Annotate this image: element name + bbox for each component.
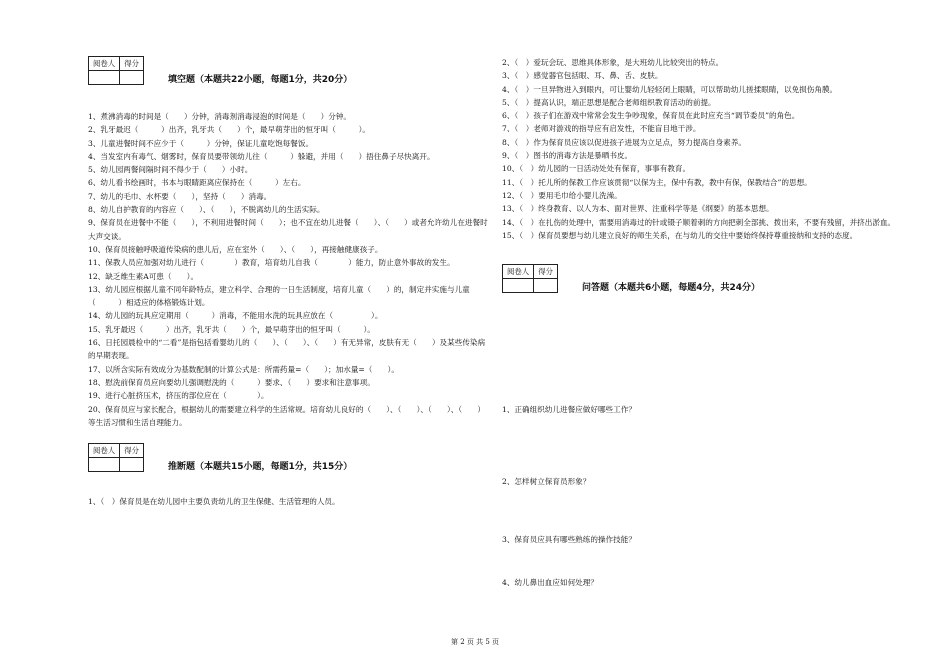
fill-question: 3、儿童进餐时间不应少于（ ）分钟，保证儿童吃饱每餐饭。: [88, 138, 314, 148]
qa-section-title: 问答题（本题共6小题，每题4分，共24分）: [582, 283, 761, 294]
fill-question: 12、缺乏维生素A可患（ ）。: [88, 271, 199, 281]
fill-question: 9、保育员在进餐中不能（ ），不利用进餐时间（ ）；也不宜在幼儿进餐（ ）、（ ）或者允许幼儿在进餐时大声交谈。: [88, 218, 488, 241]
right-column: [502, 56, 902, 302]
fill-question: 19、进行心脏挤压术，挤压的部位应在（ ）。: [88, 391, 269, 401]
qa-question: 3、保育员应具有哪些熟练的操作技能？: [502, 535, 636, 544]
judge-question: 15、（ ）保育员要想与幼儿建立良好的师生关系，在与幼儿的交往中要始终保持尊重接纳和支持的态度。: [502, 230, 858, 240]
fill-question: 2、乳牙最迟（ ）出齐，乳牙共（ ）个，最早萌芽出的恒牙叫（ ）。: [88, 125, 370, 135]
qa-question: 2、怎样树立保育员形象？: [502, 477, 591, 486]
fill-question: 16、日托园晨检中的“二看”是指包括看婴幼儿的（ ）、（ ）、（ ）有无异常，皮肤有无（ ）及某些传染病的早期表现。: [88, 338, 486, 361]
qa-question: 4、幼儿鼻出血应如何处理？: [502, 578, 598, 587]
judge-question: 7、（ ）老师对游戏的指导应有启发性，不能盲目地干涉。: [502, 124, 701, 134]
judge-question: 4、（ ）一旦异物进入到眼内，可让婴幼儿轻轻闭上眼睛，可以帮助幼儿搓揉眼睛，以免损伤角膜。: [502, 84, 838, 94]
fill-question: 4、当发室内有毒气、烟雾时，保育员要带领幼儿往（ ）躲避，并用（ ）捂住鼻子尽快离开。: [88, 151, 435, 161]
judge-question: 2、（ ）爱玩会玩、思维具体形象，是大班幼儿比较突出的特点。: [502, 58, 724, 67]
judge-question: 10、（ ）幼儿园的一日活动处处有保育，事事有教育。: [502, 164, 691, 174]
fill-question: 5、幼儿园两餐间隔时间不得少于（ ）小时。: [88, 165, 253, 175]
score-table: [502, 264, 558, 293]
fill-section-title: 填空题（本题共22小题，每题1分，共20分）: [168, 75, 353, 85]
judge-question: 6、（ ）孩子们在游戏中常常会发生争吵现象，保育员在此时应充当“调节委员”的角色。: [502, 111, 800, 121]
judge-question: 3、（ ）感觉器官包括眼、耳、鼻、舌、皮肤。: [502, 71, 663, 81]
score-table-grader-label: 阅卷人: [89, 57, 120, 71]
judge-question: 14、（ ）在扎伤的处理中，需要用消毒过的针或镊子顺着刺的方向把刺全部挑、拨出来，不要有残留，并挤出淤血。: [502, 217, 896, 227]
score-table: [88, 443, 144, 472]
fill-question: 10、保育员接触呼吸道传染病的患儿后，应在室外（ ）、（ ），再接触健康孩子。: [88, 244, 383, 254]
judge-section-header: [88, 443, 488, 481]
fill-question: 14、幼儿园的玩具应定期用（ ）消毒，不能用水洗的玩具应放在（ ）。: [88, 311, 383, 321]
fill-question: 11、保教人员应加强对幼儿进行（ ）教育，培育幼儿自我（ ）能力，防止意外事故的发生。: [88, 258, 455, 268]
score-table-score-label: 得分: [534, 265, 558, 279]
page-number: 第 2 页 共 5 页: [450, 638, 500, 646]
judge-question: 8、（ ）作为保育员应该以促进孩子进展为立足点，努力提高自身素养。: [502, 137, 747, 147]
fill-question: 20、保育员应与家长配合，根据幼儿的需要建立科学的生活常规。培育幼儿良好的（ ）、（ ）、（ ）、（ ）等生活习惯和生活自理能力。: [88, 404, 485, 427]
fill-section-header: [88, 56, 488, 94]
judge-question: 5、（ ）提高认识，端正思想是配合老师组织教育活动的前提。: [502, 97, 716, 107]
fill-question: 7、幼儿的毛巾、水杯要（ ），坚持（ ）消毒。: [88, 191, 272, 201]
fill-question: 8、幼儿自护教育的内容应（ ）、（ ），不脱离幼儿的生活实际。: [88, 205, 325, 215]
judge-question: 13、（ ）终身教育、以人为本、面对世界、注重科学等是《纲要》的基本思想。: [502, 204, 774, 214]
qa-question: 1、正确组织幼儿进餐应做好哪些工作？: [502, 405, 636, 414]
fill-question: 15、乳牙最迟（ ）出齐，乳牙共（ ）个，最早萌芽出的恒牙叫（ ）。: [88, 324, 375, 334]
fill-question: 1、煮沸消毒的时间是（ ）分钟，消毒剂消毒浸泡的时间是（ ）分钟。: [88, 112, 352, 121]
score-table-grader-label: 阅卷人: [89, 444, 120, 458]
fill-question: 17、以所含实际有效成分为基数配制的计算公式是：所需药量=（ ）；加水量=（ ）。: [88, 364, 399, 374]
left-column: [88, 56, 488, 508]
judge-question: 1、（ ）保育员是在幼儿园中主要负责幼儿的卫生保健、生活管理的人员。: [88, 497, 340, 507]
judge-question: 12、（ ）要用毛巾给小婴儿洗澡。: [502, 190, 622, 200]
score-table-score-label: 得分: [120, 444, 144, 458]
fill-question: 13、幼儿园应根据儿童不同年龄特点，建立科学、合理的一日生活制度，培育儿童（ ）的，制定并实施与儿童（ ）相适应的体格锻炼计划。: [88, 284, 470, 308]
score-table-grader-label: 阅卷人: [503, 265, 534, 279]
judge-question: 9、（ ）图书的消毒方法是暴晒书皮。: [502, 151, 633, 161]
score-table: [88, 56, 144, 85]
fill-question: 18、慰洗前保育员应向要幼儿强调慰洗的（ ）要求、（ ）要求和注意事项。: [88, 377, 375, 387]
judge-question: 11、（ ）托儿所的保教工作应该贯彻“以保为主，保中有教，教中有保，保教结合”的思想。: [502, 177, 812, 187]
fill-question: 6、幼儿看书绘画时，书本与眼睛距离应保持在（ ）左右。: [88, 178, 306, 188]
qa-section-header: [502, 264, 902, 302]
judge-section-title: 推断题（本题共15小题，每题1分，共15分）: [168, 462, 353, 473]
score-table-score-label: 得分: [120, 57, 144, 71]
